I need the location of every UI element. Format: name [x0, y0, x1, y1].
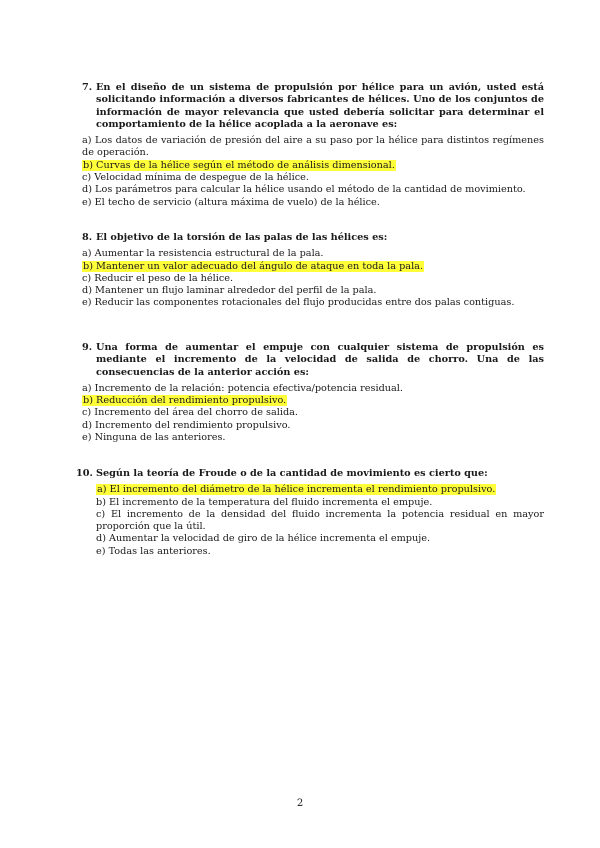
option-e: e) Todas las anteriores. [96, 545, 211, 557]
question-number: 10. [76, 468, 93, 479]
page-number: 2 [296, 798, 304, 809]
option-a [96, 484, 544, 496]
question-text: Una forma de aumentar el empuje con cualquier sistema de propulsión es mediante el incremento de la velocidad de salida de chorro. Una de las consecuencias de la anterior acción es: [96, 342, 544, 378]
option-e: e) Reducir las componentes rotacionales del flujo producidas entre dos palas contiguas. [82, 297, 515, 309]
highlighted-answer: b) Curvas de la hélice según el método de análisis dimensional. [83, 159, 395, 171]
question-stem [82, 342, 544, 379]
question-7 [82, 82, 544, 209]
option-b [82, 261, 544, 273]
option-c: c) El incremento de la densidad del fluido incrementa la potencia residual en mayor proporción que la útil. [96, 508, 544, 533]
option-a: a) Aumentar la resistencia estructural de la pala. [82, 248, 324, 260]
highlighted-answer: b) Mantener un valor adecuado del ángulo de ataque en toda la pala. [83, 260, 424, 272]
option-e: e) El techo de servicio (altura máxima de vuelo) de la hélice. [82, 196, 380, 208]
question-10 [76, 468, 544, 558]
option-d: d) Los parámetros para calcular la hélice usando el método de la cantidad de movimiento. [82, 184, 526, 196]
option-c: c) Incremento del área del chorro de salida. [82, 407, 299, 419]
option-a: a) Los datos de variación de presión del aire a su paso por la hélice para distintos regímenes de operación. [82, 135, 544, 159]
option-b: b) El incremento de la temperatura del fluido incrementa el empuje. [96, 496, 433, 508]
option-c: c) Reducir el peso de la hélice. [82, 272, 234, 284]
option-b [82, 395, 544, 407]
option-d: d) Aumentar la velocidad de giro de la hélice incrementa el empuje. [96, 533, 431, 545]
question-stem [82, 232, 544, 244]
question-9 [82, 342, 544, 444]
option-b [82, 160, 544, 172]
option-d: d) Mantener un flujo laminar alrededor del perfil de la pala. [82, 285, 377, 297]
question-number: 7. [82, 82, 93, 93]
option-e: e) Ninguna de las anteriores. [82, 432, 226, 444]
question-stem [76, 468, 544, 480]
question-stem [82, 82, 544, 131]
option-c: c) Velocidad mínima de despegue de la hélice. [82, 172, 309, 184]
question-number: 8. [82, 232, 93, 243]
highlighted-answer: b) Reducción del rendimiento propulsivo. [83, 395, 287, 407]
question-text: En el diseño de un sistema de propulsión por hélice para un avión, usted está solicitando información a diversos fabricantes de hélices. Uno de los conjuntos de información de mayor relevancia que usted debería solicitar para determinar el comportamiento de la hélice acoplada a la aeronave es: [96, 82, 544, 130]
question-8 [82, 232, 544, 310]
question-number: 9. [82, 342, 93, 353]
option-d: d) Incremento del rendimiento propulsivo. [82, 419, 291, 431]
question-text: Según la teoría de Froude o de la cantidad de movimiento es cierto que: [96, 468, 488, 479]
option-a: a) Incremento de la relación: potencia efectiva/potencia residual. [82, 382, 403, 394]
question-text: El objetivo de la torsión de las palas de las hélices es: [96, 232, 388, 243]
highlighted-answer: a) El incremento del diámetro de la hélice incrementa el rendimiento propulsivo. [97, 484, 496, 496]
